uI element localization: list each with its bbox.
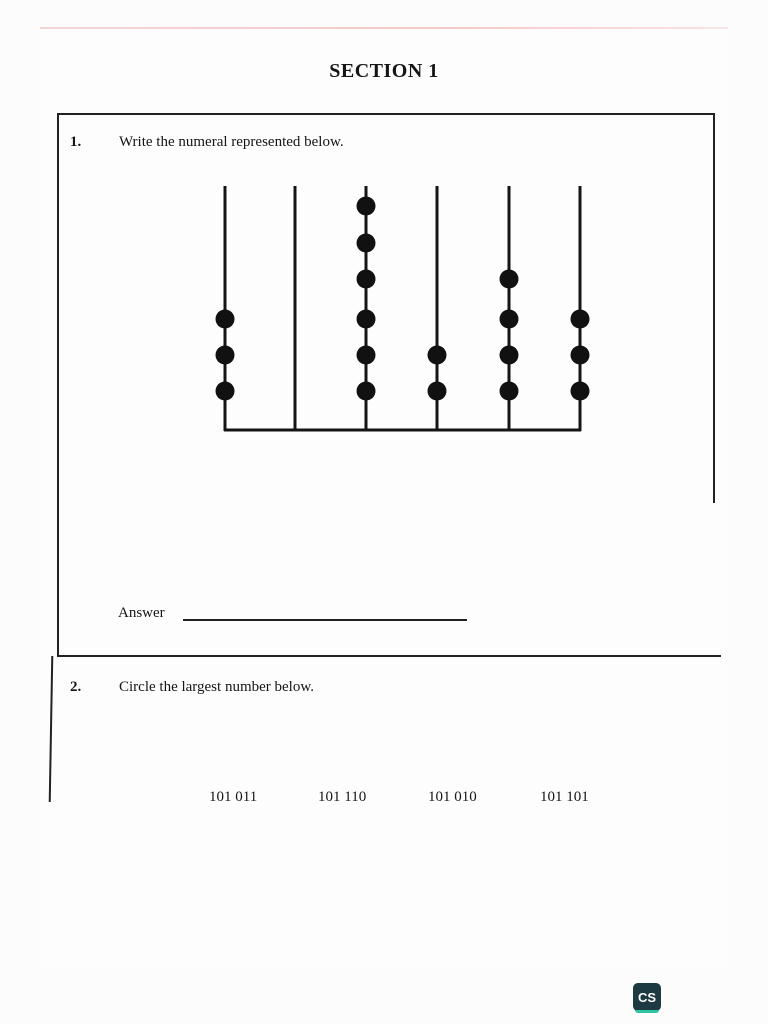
abacus-bead <box>571 310 590 329</box>
abacus-bead <box>357 382 376 401</box>
section-title: SECTION 1 <box>329 60 439 82</box>
camscanner-logo-label: CS <box>637 989 657 1005</box>
abacus-bead <box>357 197 376 216</box>
abacus-bead <box>571 346 590 365</box>
option-3[interactable]: 101 010 <box>428 789 477 805</box>
abacus-bead <box>357 234 376 253</box>
abacus-bead <box>216 382 235 401</box>
abacus-bead <box>216 346 235 365</box>
option-1[interactable]: 101 011 <box>209 789 258 805</box>
abacus-bead <box>357 270 376 289</box>
option-4[interactable]: 101 101 <box>540 789 589 805</box>
abacus-group <box>216 186 590 431</box>
question-2-text: Circle the largest number below. <box>119 679 314 695</box>
abacus-bead <box>500 310 519 329</box>
abacus-bead <box>500 270 519 289</box>
answer-line[interactable] <box>183 619 467 621</box>
question-2-number: 2. <box>70 679 82 695</box>
question-1-number: 1. <box>70 134 82 150</box>
question-1-text: Write the numeral represented below. <box>119 134 344 150</box>
abacus-bead <box>357 346 376 365</box>
camscanner-logo-icon <box>633 983 661 1011</box>
abacus-bead <box>571 382 590 401</box>
option-2[interactable]: 101 110 <box>318 789 367 805</box>
abacus-bead <box>500 346 519 365</box>
abacus-bead <box>216 310 235 329</box>
abacus-bead <box>357 310 376 329</box>
abacus-bead <box>428 382 447 401</box>
abacus-bead <box>428 346 447 365</box>
abacus-bead <box>500 382 519 401</box>
answer-label: Answer <box>118 605 165 621</box>
